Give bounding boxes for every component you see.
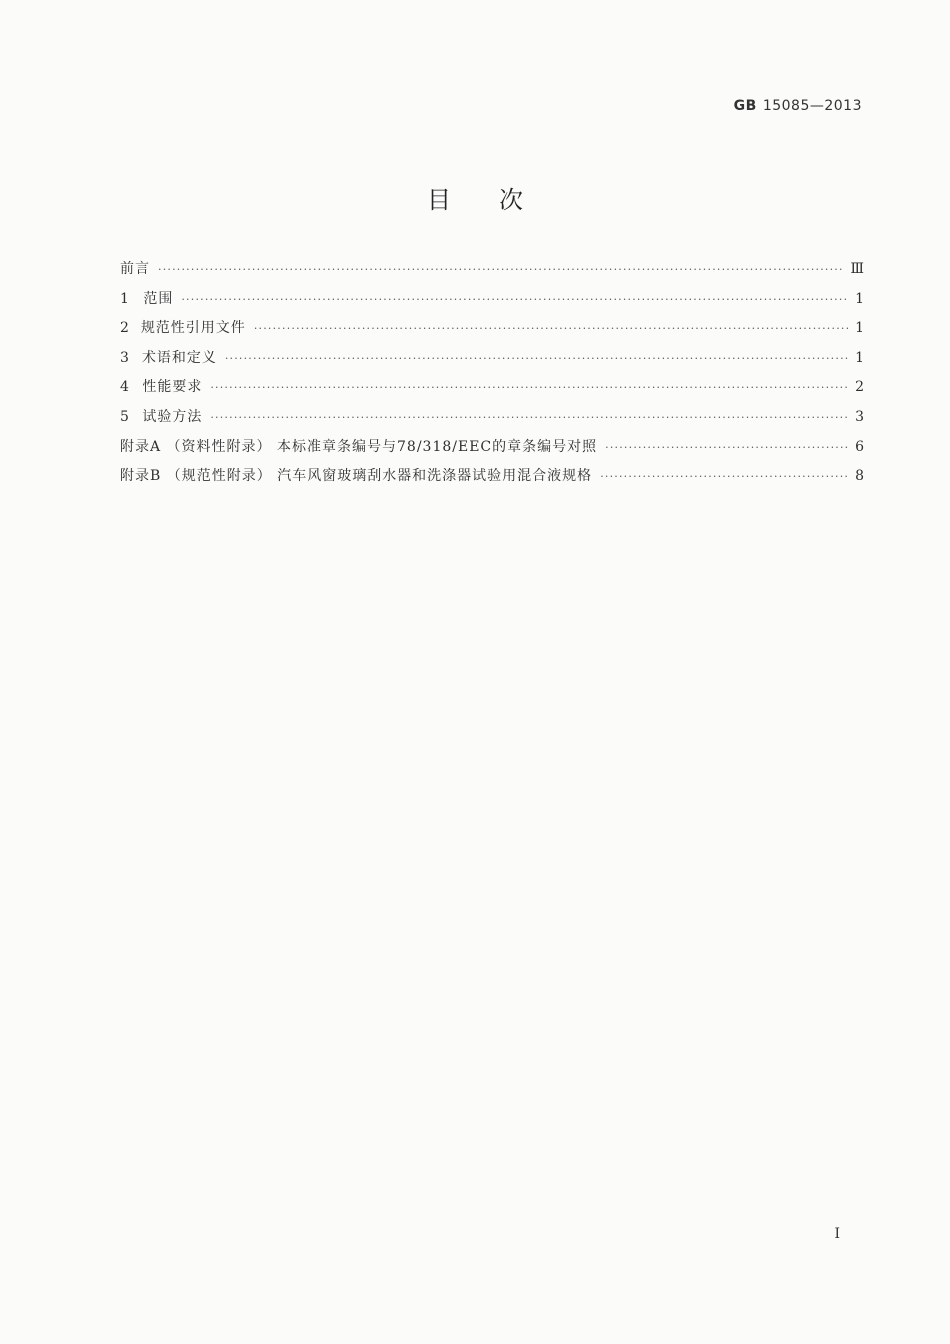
toc-entry-label: 范围 [143, 290, 174, 307]
toc-title: 目次 [427, 186, 571, 214]
toc-entry-number: 5 [120, 408, 129, 425]
dot-leader [254, 322, 848, 335]
toc-entry-annex-b[interactable] [120, 465, 864, 495]
toc-entry-number: 3 [120, 349, 129, 366]
standard-code: 15085—2013 [762, 98, 862, 114]
toc-entry-annex-a[interactable] [120, 436, 864, 466]
toc-entry-foreword[interactable] [120, 258, 864, 288]
toc-entry-label: 性能要求 [142, 379, 203, 396]
table-of-contents [120, 258, 864, 495]
toc-entry-label: 术语和定义 [141, 349, 217, 366]
dot-leader [210, 411, 848, 424]
toc-entry-normative-references[interactable] [120, 317, 864, 347]
dot-leader [158, 263, 844, 276]
toc-entry-number: 4 [120, 379, 129, 396]
toc-entry-page: Ⅲ [850, 261, 864, 277]
toc-entry-test-methods[interactable] [120, 406, 864, 436]
dot-leader [225, 352, 848, 365]
dot-leader [210, 381, 848, 394]
toc-entry-scope[interactable] [120, 288, 864, 318]
toc-entry-label: 规范性引用文件 [140, 320, 246, 337]
standard-prefix: GB [733, 98, 757, 114]
toc-entry-page: 2 [855, 379, 864, 396]
toc-entry-terms-definitions[interactable] [120, 347, 864, 377]
dot-leader [605, 441, 848, 454]
toc-entry-page: 3 [855, 408, 864, 425]
toc-entry-performance-requirements[interactable] [120, 376, 864, 406]
toc-entry-label: 试验方法 [142, 408, 203, 425]
toc-entry-number: 2 [120, 320, 129, 337]
toc-entry-page: 1 [855, 349, 864, 366]
standard-number [734, 98, 862, 114]
dot-leader [181, 293, 848, 306]
toc-entry-label: 前言 [120, 261, 150, 277]
toc-entry-page: 8 [855, 468, 864, 485]
toc-entry-number: 1 [120, 290, 129, 307]
toc-entry-page: 1 [855, 320, 864, 337]
page-number: I [834, 1226, 840, 1242]
toc-entry-page: 1 [855, 290, 864, 307]
toc-entry-label: 附录A （资料性附录） 本标准章条编号与78/318/EEC的章条编号对照 [120, 438, 598, 455]
toc-entry-page: 6 [855, 438, 864, 455]
toc-entry-label: 附录B （规范性附录） 汽车风窗玻璃刮水器和洗涤器试验用混合液规格 [120, 468, 593, 485]
dot-leader [600, 470, 848, 483]
